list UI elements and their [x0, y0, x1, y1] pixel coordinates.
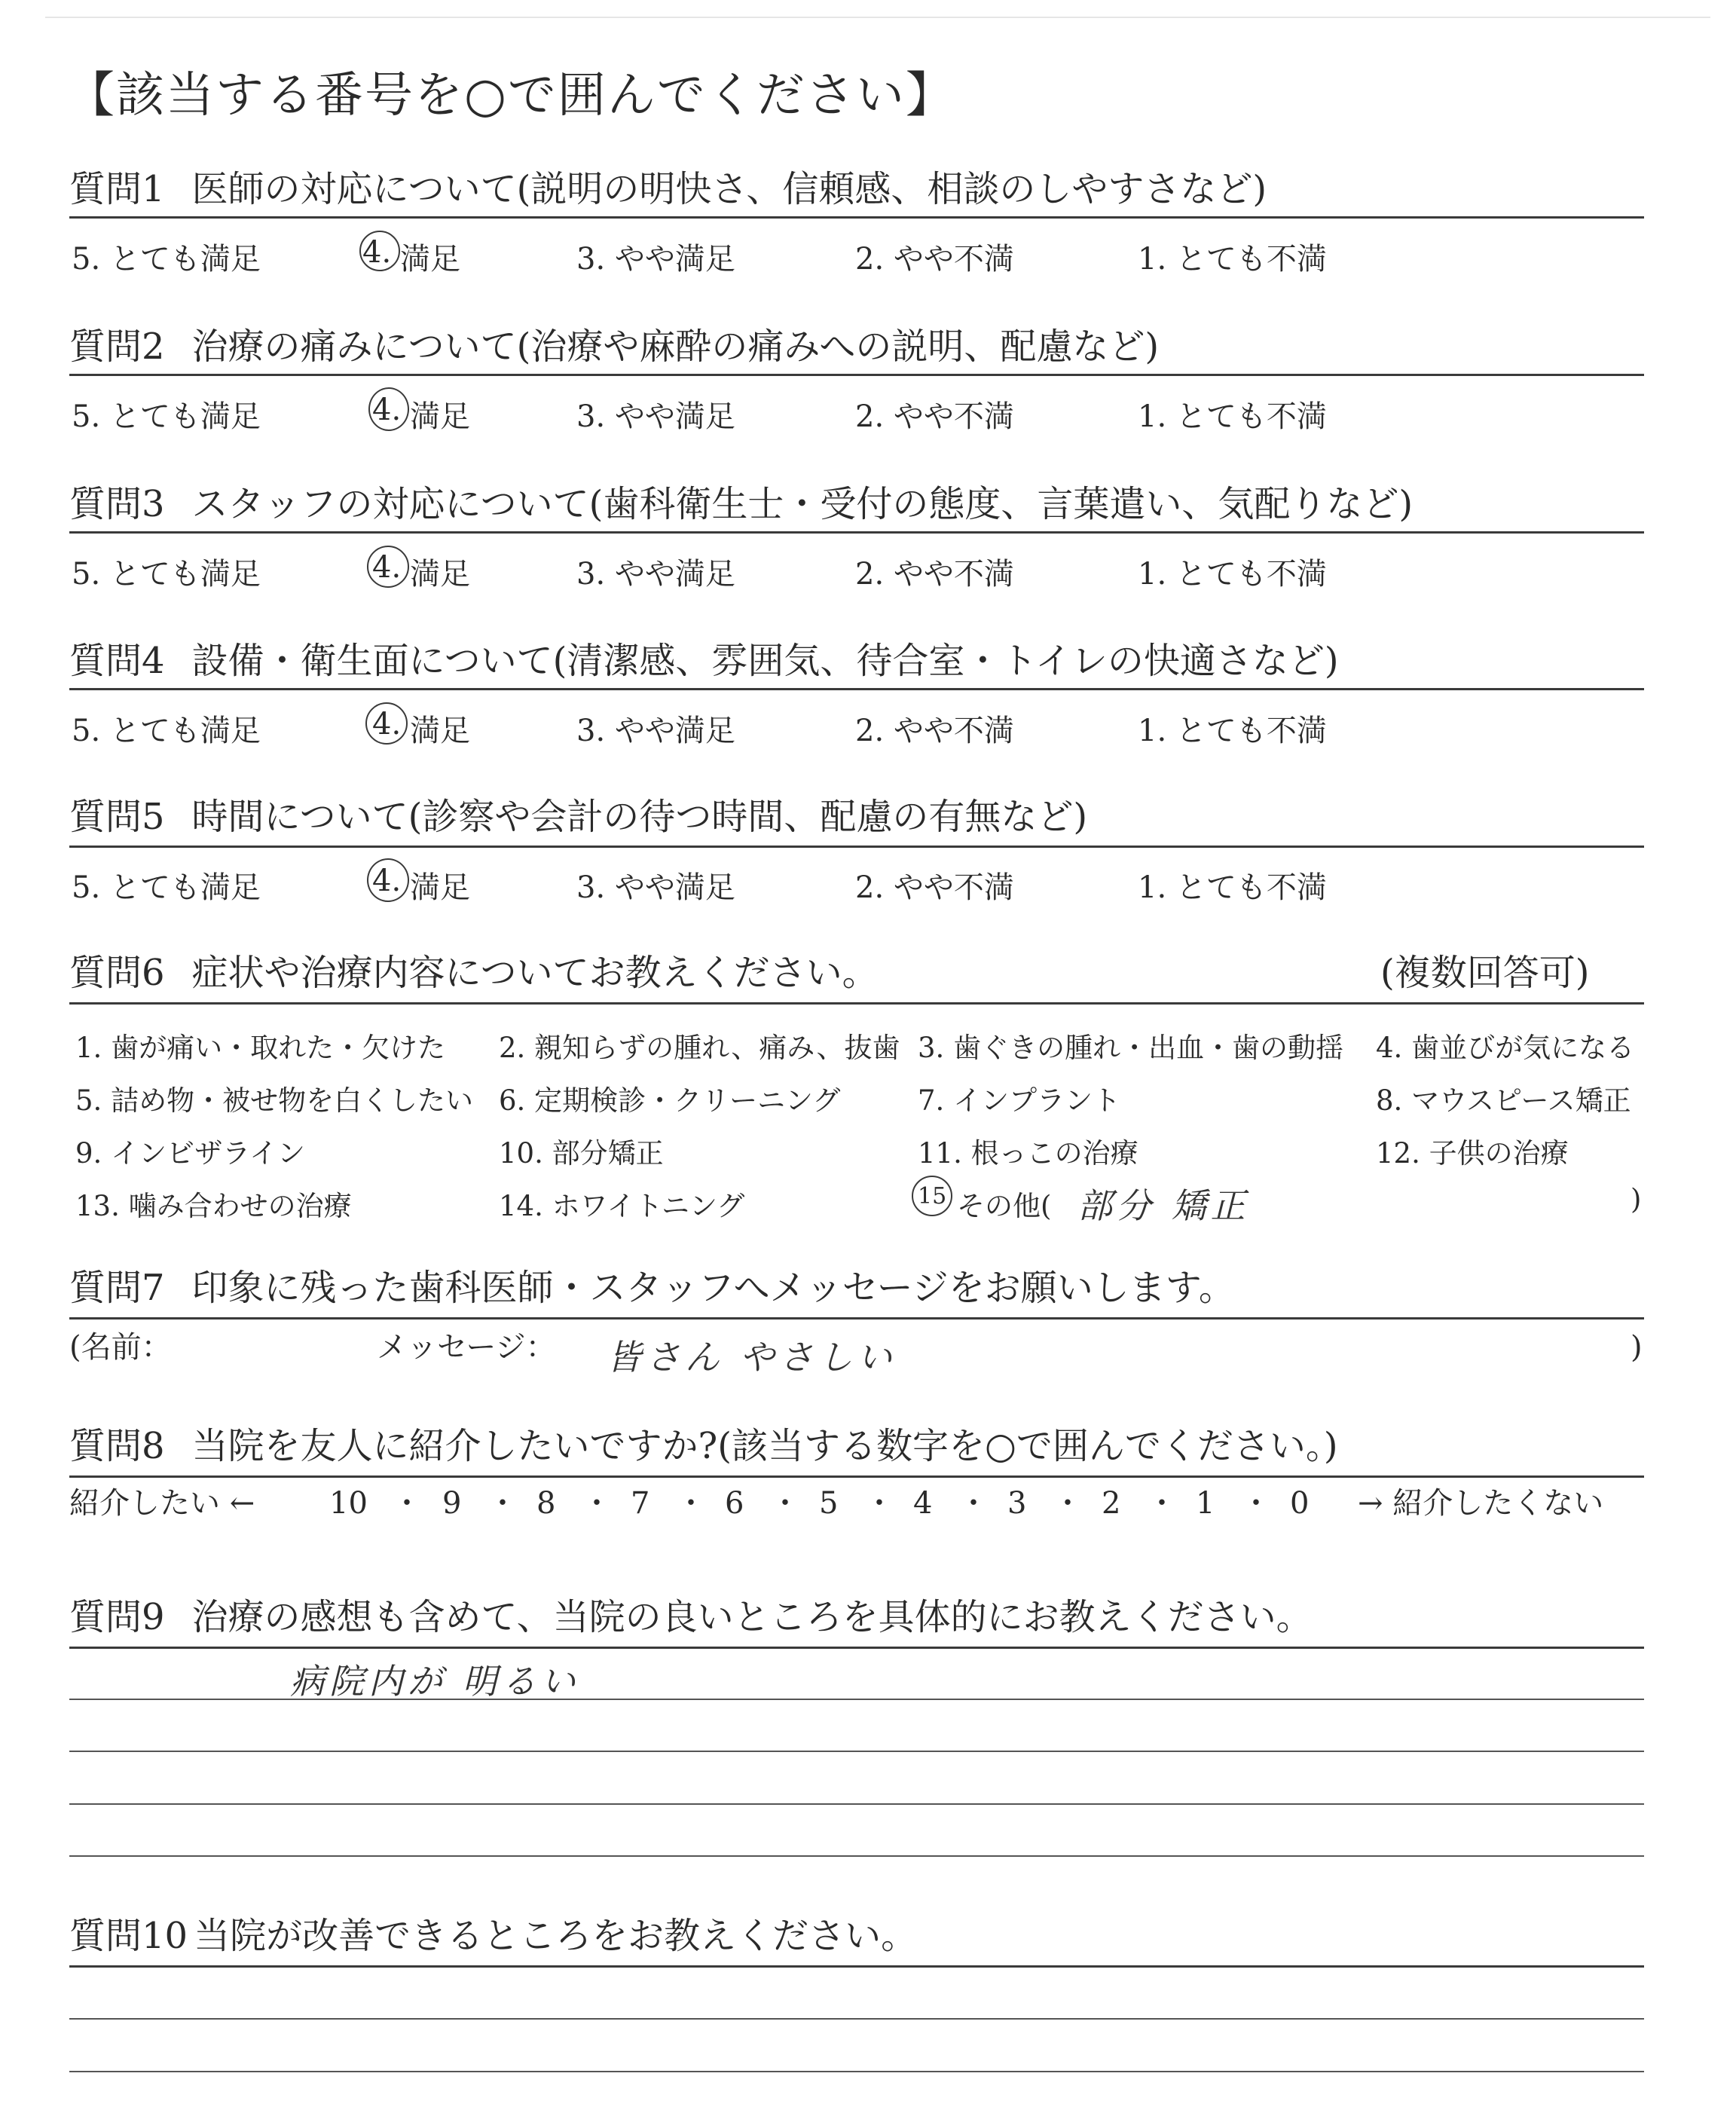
question-2-label: 質問2	[69, 326, 165, 368]
q6-option-8[interactable]: 8. マウスピース矯正	[1376, 1084, 1631, 1117]
question-9-heading	[69, 1596, 1313, 1638]
q3-option-2[interactable]: 2. やや不満	[855, 557, 1014, 592]
question-7-rule	[69, 1317, 1644, 1320]
page-title: 【該当する番号を○で囲んでください】	[66, 68, 955, 124]
q8-scale-8[interactable]: 8	[536, 1486, 556, 1521]
q10-write-line-2[interactable]	[69, 2071, 1644, 2072]
q4-option-1[interactable]: 1. とても不満	[1138, 714, 1327, 748]
question-9-label: 質問9	[69, 1596, 165, 1638]
q5-option-5[interactable]: 5. とても満足	[72, 870, 261, 905]
q2-option-4-number[interactable]: 4.	[372, 393, 402, 427]
question-5-text: 時間について(診察や会計の待つ時間、配慮の有無など)	[191, 796, 1088, 838]
q7-name-label: (名前：	[69, 1330, 172, 1365]
page-top-border	[45, 17, 1710, 18]
q9-write-line-2[interactable]	[69, 1751, 1644, 1752]
question-4-label: 質問4	[69, 640, 165, 682]
q5-selected-circle	[367, 858, 409, 902]
q8-scale-1[interactable]: 1	[1196, 1486, 1215, 1521]
q4-option-4-label[interactable]: 満足	[410, 714, 470, 748]
question-4-heading	[69, 640, 1339, 682]
question-5-options	[72, 864, 1654, 905]
q1-option-1[interactable]: 1. とても不満	[1138, 242, 1327, 277]
q9-write-line-1[interactable]	[69, 1699, 1644, 1700]
q8-separator: ・	[770, 1486, 800, 1521]
q3-option-3[interactable]: 3. やや満足	[576, 557, 735, 592]
q7-message-handwritten: 皆さん やさしい	[607, 1337, 897, 1378]
q8-separator: ・	[1053, 1486, 1083, 1521]
q9-handwritten-answer: 病院内が 明るい	[290, 1661, 580, 1702]
q6-option-5[interactable]: 5. 詰め物・被せ物を白くしたい	[75, 1084, 474, 1117]
q3-option-1[interactable]: 1. とても不満	[1138, 557, 1327, 592]
q7-close-paren: )	[1631, 1330, 1643, 1365]
q2-option-3[interactable]: 3. やや満足	[576, 399, 735, 434]
question-9-rule	[69, 1647, 1644, 1649]
q9-write-line-3[interactable]	[69, 1803, 1644, 1805]
q8-separator: ・	[676, 1486, 706, 1521]
question-1-options	[72, 235, 1654, 277]
question-2-options	[72, 393, 1654, 434]
question-2-text: 治療の痛みについて(治療や麻酔の痛みへの説明、配慮など)	[191, 326, 1160, 368]
q8-scale-4[interactable]: 4	[913, 1486, 933, 1521]
q8-right-label: → 紹介したくない	[1358, 1486, 1604, 1521]
q6-option-11[interactable]: 11. 根っこの治療	[918, 1137, 1138, 1170]
q8-scale-5[interactable]: 5	[819, 1486, 839, 1521]
question-8-text: 当院を友人に紹介したいですか?(該当する数字を○で囲んでください。)	[191, 1425, 1338, 1467]
question-10-heading	[69, 1915, 918, 1957]
question-3-heading	[69, 483, 1414, 525]
question-5-rule	[69, 846, 1644, 848]
question-7-text: 印象に残った歯科医師・スタッフへメッセージをお願いします。	[191, 1267, 1235, 1309]
question-8-heading	[69, 1425, 1338, 1467]
question-4-text: 設備・衛生面について(清潔感、雰囲気、待合室・トイレの快適さなど)	[191, 640, 1339, 682]
q5-option-3[interactable]: 3. やや満足	[576, 870, 735, 905]
question-1-rule	[69, 216, 1644, 219]
question-7-heading	[69, 1267, 1235, 1309]
q1-option-4-label[interactable]: 満足	[400, 242, 460, 277]
q6-option-3[interactable]: 3. 歯ぐきの腫れ・出血・歯の動揺	[918, 1032, 1344, 1064]
q8-scale-9[interactable]: 9	[442, 1486, 462, 1521]
question-7-label: 質問7	[69, 1267, 165, 1309]
question-1-text: 医師の対応について(説明の明快さ、信頼感、相談のしやすさなど)	[191, 168, 1267, 210]
q3-selected-circle	[367, 546, 409, 588]
question-5-label: 質問5	[69, 796, 165, 838]
question-8-rule	[69, 1475, 1644, 1478]
q8-scale-3[interactable]: 3	[1007, 1486, 1027, 1521]
q2-option-2[interactable]: 2. やや不満	[855, 399, 1014, 434]
q4-selected-circle	[365, 702, 408, 745]
q8-left-label: 紹介したい ←	[69, 1486, 255, 1521]
q6-option-4[interactable]: 4. 歯並びが気になる	[1376, 1032, 1635, 1064]
question-3-rule	[69, 531, 1644, 534]
q8-scale-7[interactable]: 7	[631, 1486, 650, 1521]
q3-option-4-number[interactable]: 4.	[372, 550, 402, 585]
question-6-label: 質問6	[69, 952, 165, 994]
q2-selected-circle	[368, 387, 409, 431]
q8-separator: ・	[958, 1486, 989, 1521]
q1-option-3[interactable]: 3. やや満足	[576, 242, 735, 277]
q6-option-6[interactable]: 6. 定期検診・クリーニング	[499, 1084, 841, 1117]
question-1-label: 質問1	[69, 168, 165, 210]
question-10-text: 当院が改善できるところをお教えください。	[194, 1915, 918, 1957]
question-6-note: (複数回答可)	[1380, 952, 1590, 994]
q6-option-7[interactable]: 7. インプラント	[918, 1084, 1121, 1117]
q4-option-3[interactable]: 3. やや満足	[576, 714, 735, 748]
question-1-heading	[69, 168, 1267, 210]
q6-option-15-label[interactable]: その他(	[957, 1190, 1052, 1222]
q6-option-13[interactable]: 13. 噛み合わせの治療	[75, 1190, 352, 1222]
q2-option-1[interactable]: 1. とても不満	[1138, 399, 1327, 434]
q8-separator: ・	[582, 1486, 612, 1521]
q8-separator: ・	[1241, 1486, 1271, 1521]
q6-option-14[interactable]: 14. ホワイトニング	[499, 1190, 745, 1222]
question-3-label: 質問3	[69, 483, 165, 525]
q6-other-close-paren: )	[1631, 1183, 1642, 1216]
q1-selected-circle	[359, 231, 400, 271]
q8-separator: ・	[487, 1486, 518, 1521]
q1-option-2[interactable]: 2. やや不満	[855, 242, 1014, 277]
question-2-heading	[69, 326, 1160, 368]
q6-option-1[interactable]: 1. 歯が痛い・取れた・欠けた	[75, 1032, 446, 1064]
q5-option-4-number[interactable]: 4.	[372, 864, 402, 898]
q8-scale-2[interactable]: 2	[1102, 1486, 1121, 1521]
q5-option-1[interactable]: 1. とても不満	[1138, 870, 1327, 905]
q5-option-4-label[interactable]: 満足	[410, 870, 470, 905]
q6-selected-circle	[912, 1176, 952, 1216]
question-2-rule	[69, 374, 1644, 376]
question-6-rule	[69, 1002, 1644, 1005]
q1-option-5[interactable]: 5. とても満足	[72, 242, 261, 277]
question-8-label: 質問8	[69, 1425, 165, 1467]
q8-separator: ・	[392, 1486, 422, 1521]
question-6-text: 症状や治療内容についてお教えください。	[191, 952, 879, 994]
question-9-text: 治療の感想も含めて、当院の良いところを具体的にお教えください。	[191, 1596, 1313, 1638]
q8-separator: ・	[1147, 1486, 1177, 1521]
q4-option-4-number[interactable]: 4.	[372, 707, 402, 742]
q8-scale-10[interactable]: 10	[329, 1486, 368, 1521]
question-10-label: 質問10	[69, 1915, 188, 1957]
q4-option-2[interactable]: 2. やや不満	[855, 714, 1014, 748]
q6-other-handwritten: 部分 矯正	[1077, 1185, 1250, 1226]
question-3-options	[72, 550, 1654, 592]
question-4-rule	[69, 688, 1644, 690]
q6-option-9[interactable]: 9. インビザライン	[75, 1137, 305, 1170]
q3-option-5[interactable]: 5. とても満足	[72, 557, 261, 592]
q8-scale-0[interactable]: 0	[1290, 1486, 1310, 1521]
question-5-heading	[69, 796, 1088, 838]
q1-option-4-number[interactable]: 4.	[362, 235, 392, 270]
q7-message-label: メッセージ：	[377, 1330, 556, 1365]
q8-separator: ・	[864, 1486, 894, 1521]
q6-option-2[interactable]: 2. 親知らずの腫れ、痛み、抜歯	[499, 1032, 900, 1064]
q6-option-12[interactable]: 12. 子供の治療	[1376, 1137, 1569, 1170]
q9-write-line-4[interactable]	[69, 1855, 1644, 1857]
question-10-rule	[69, 1965, 1644, 1968]
q4-option-5[interactable]: 5. とても満足	[72, 714, 261, 748]
q8-scale-row	[69, 1488, 1652, 1526]
question-6-heading	[69, 952, 879, 994]
q2-option-5[interactable]: 5. とても満足	[72, 399, 261, 434]
q5-option-2[interactable]: 2. やや不満	[855, 870, 1014, 905]
q8-scale-6[interactable]: 6	[725, 1486, 744, 1521]
q3-option-4-label[interactable]: 満足	[410, 557, 470, 592]
q2-option-4-label[interactable]: 満足	[410, 399, 470, 434]
q6-option-10[interactable]: 10. 部分矯正	[499, 1137, 664, 1170]
question-3-text: スタッフの対応について(歯科衛生士・受付の態度、言葉遣い、気配りなど)	[191, 483, 1414, 525]
question-4-options	[72, 707, 1654, 748]
q10-write-line-1[interactable]	[69, 2018, 1644, 2020]
q6-option-15-number[interactable]: 15	[918, 1183, 947, 1209]
